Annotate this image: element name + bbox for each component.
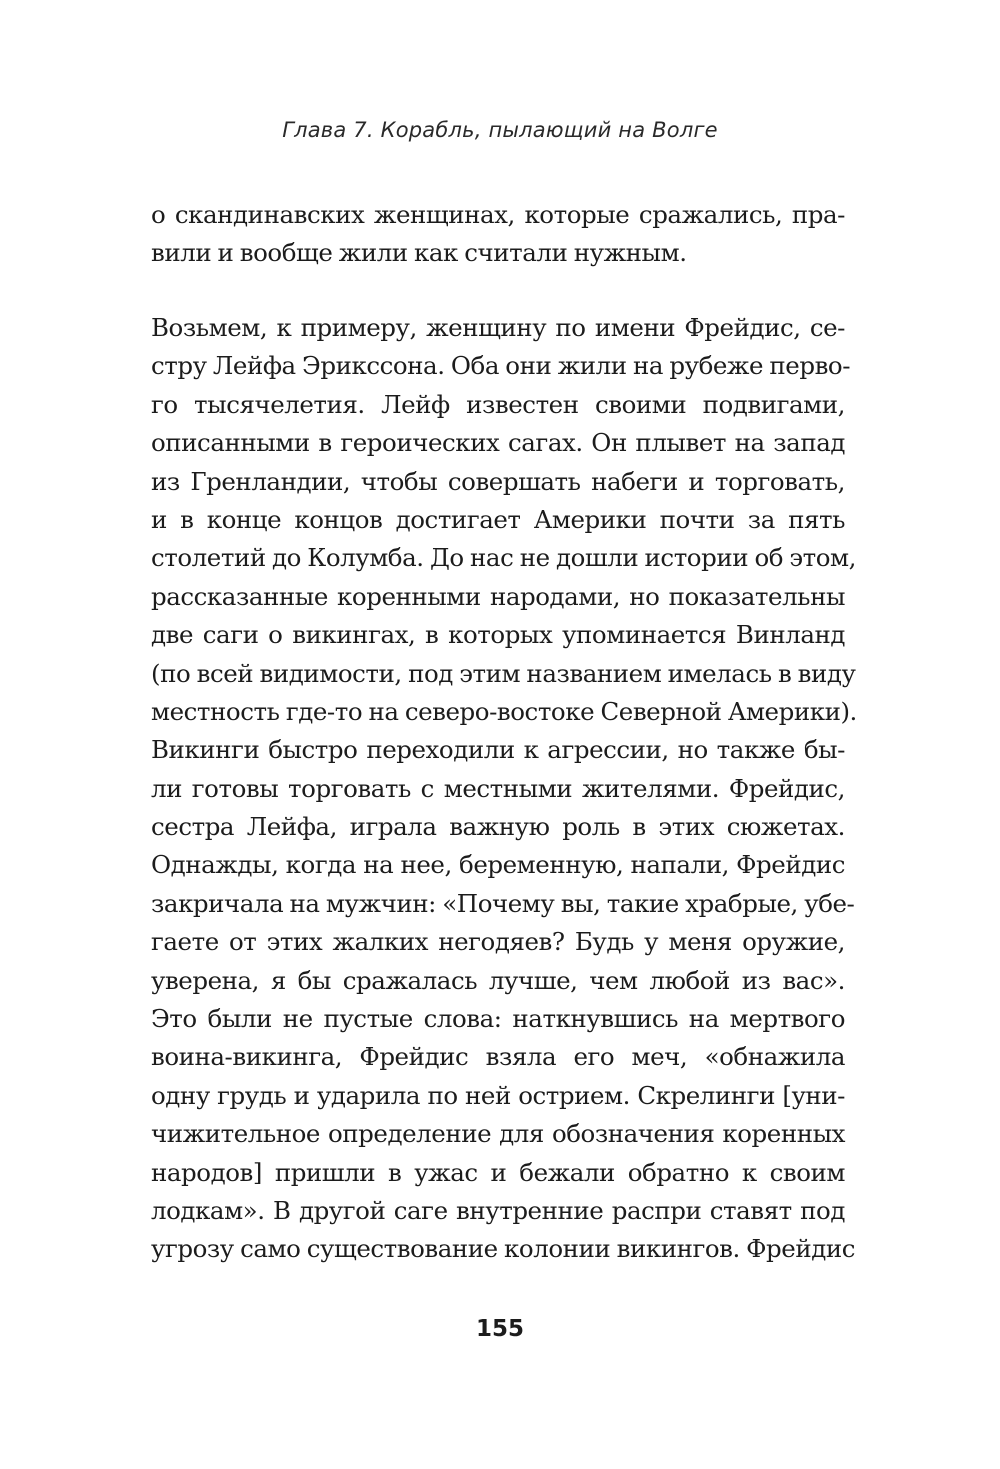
- text-line: Однажды, когда на нее, беременную, напали, Фрейдис: [151, 850, 845, 880]
- text-line: уверена, я бы сражалась лучше, чем любой из вас».: [151, 965, 845, 995]
- text-line: гаете от этих жалких негодяев? Будь у меня оружие,: [151, 927, 845, 957]
- text-line: закричала на мужчин: «Почему вы, такие храбрые, убе-: [151, 888, 855, 918]
- text-line: го тысячелетия. Лейф известен своими подвигами,: [151, 389, 845, 419]
- text-line: чижительное определение для обозначения коренных: [151, 1119, 845, 1149]
- text-line: местность где-то на северо-востоке Северной Америки).: [151, 696, 857, 726]
- paragraph-2: [151, 309, 857, 1269]
- text-line: из Гренландии, чтобы совершать набеги и торговать,: [151, 466, 845, 496]
- page-number: 155: [475, 1316, 524, 1342]
- text-line: угрозу само существование колонии викингов. Фрейдис: [151, 1234, 855, 1264]
- text-line: лодкам». В другой саге внутренние распри ставят под: [151, 1195, 845, 1225]
- text-line: описанными в героических сагах. Он плывет на запад: [151, 428, 845, 458]
- text-line: стру Лейфа Эрикссона. Оба они жили на рубеже перво-: [151, 351, 851, 381]
- text-line: Возьмем, к примеру, женщину по имени Фрейдис, се-: [151, 313, 845, 342]
- text-line: народов] пришли в ужас и бежали обратно к своим: [151, 1157, 845, 1187]
- text-line: сестра Лейфа, играла важную роль в этих сюжетах.: [151, 812, 845, 842]
- running-header: Глава 7. Корабль, пылающий на Волге: [282, 118, 718, 142]
- text-line: воина-викинга, Фрейдис взяла его меч, «обнажила: [151, 1042, 845, 1072]
- text-line: две саги о викингах, в которых упоминается Винланд: [151, 620, 845, 650]
- text-line: о скандинавских женщинах, которые сражались, пра-: [151, 200, 845, 229]
- text-line: Это были не пустые слова: наткнувшись на мертвого: [151, 1004, 845, 1034]
- text-line: Викинги быстро переходили к агрессии, но также бы-: [151, 735, 845, 765]
- text-line: столетий до Колумба. До нас не дошли истории об этом,: [151, 543, 856, 573]
- text-line: и в конце концов достигает Америки почти за пять: [151, 504, 845, 534]
- text-line: вили и вообще жили как считали нужным.: [151, 238, 687, 268]
- text-line: одну грудь и ударила по ней острием. Скрелинги [уни-: [151, 1080, 845, 1110]
- text-line: ли готовы торговать с местными жителями. Фрейдис,: [151, 773, 845, 803]
- paragraph-1: [151, 196, 845, 273]
- text-line: рассказанные коренными народами, но показательны: [151, 581, 845, 611]
- text-line: (по всей видимости, под этим названием имелась в виду: [151, 658, 856, 688]
